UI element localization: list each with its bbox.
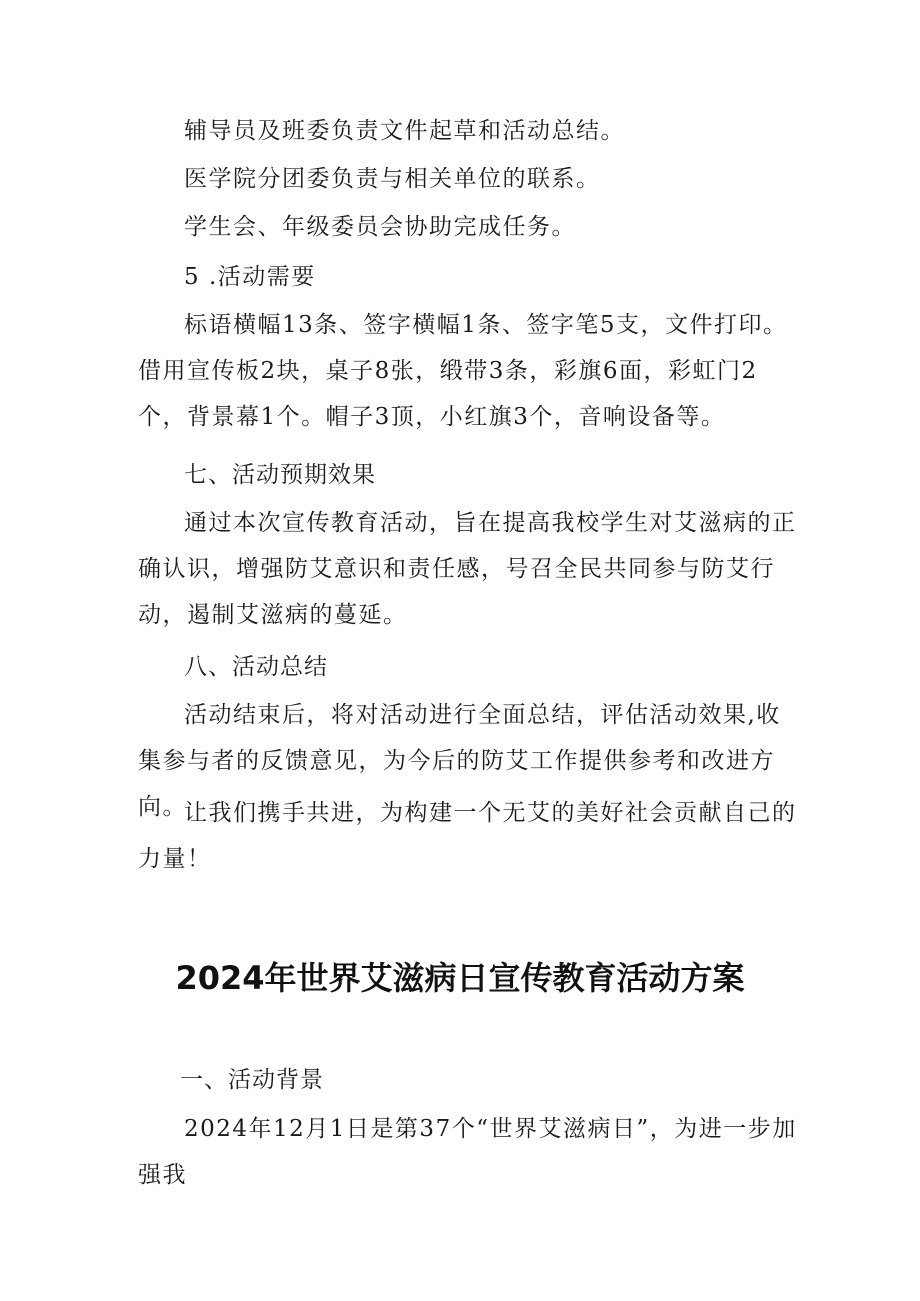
paragraph-closing-call: 让我们携手共进，为构建一个无艾的美好社会贡献自己的力量！ [138,800,797,872]
paragraph-student-union-duties: 学生会、年级委员会协助完成任务。 [184,214,576,240]
document-title: 2024年世界艾滋病日宣传教育活动方案 [175,959,745,997]
paragraph-activity-summary: 活动结束后，将对活动进行全面总结，评估活动效果,收集参与者的反馈意见，为今后的防艾工作提供参考和改进方向。 [138,702,781,820]
heading-expected-effect: 七、活动预期效果 [184,462,376,488]
paragraph-activity-needs: 标语横幅13条、签字横幅1条、签字笔5支，文件打印。借用宣传板2块，桌子8张，缎带3条，彩旗6面，彩虹门2个，背景幕1个。帽子3顶，小红旗3个，音响设备等。 [138,312,788,430]
paragraph-league-duties: 医学院分团委负责与相关单位的联系。 [184,166,601,192]
heading-activity-summary: 八、活动总结 [184,654,328,680]
paragraph-activity-background: 2024年12月1日是第37个“世界艾滋病日”，为进一步加强我 [138,1116,797,1188]
paragraph-counselor-duties: 辅导员及班委负责文件起草和活动总结。 [184,118,625,144]
subheading-activity-needs: 5 .活动需要 [184,264,316,290]
paragraph-expected-effect: 通过本次宣传教育活动，旨在提高我校学生对艾滋病的正确认识，增强防艾意识和责任感，号召全民共同参与防艾行动，遏制艾滋病的蔓延。 [138,510,797,628]
heading-activity-background: 一、活动背景 [180,1067,324,1093]
